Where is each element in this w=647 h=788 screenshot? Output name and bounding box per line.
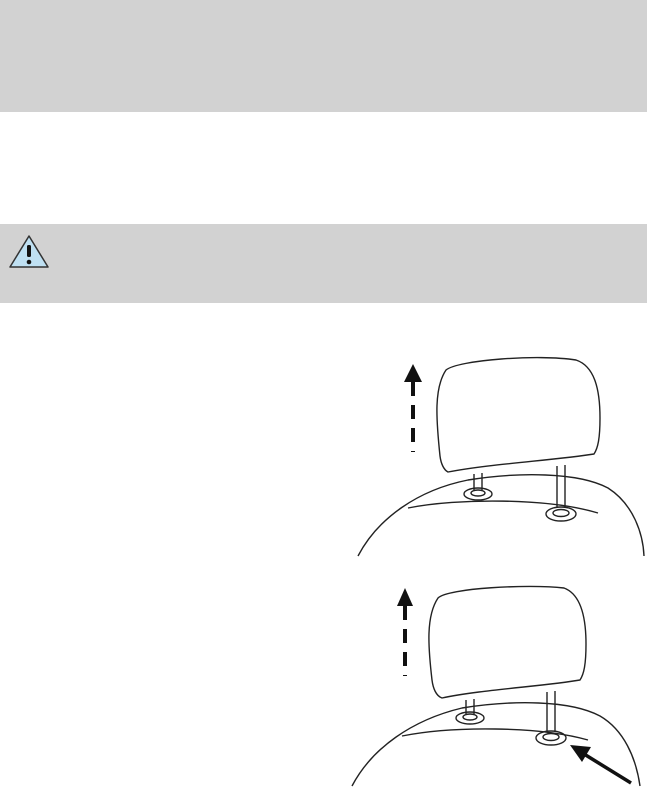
arrow-up-dashed-icon	[397, 588, 413, 676]
warning-box	[0, 224, 647, 303]
seat-headrest-drawing	[352, 586, 640, 786]
arrow-up-dashed-icon	[404, 364, 422, 452]
head-restraint-raise-illustration	[348, 348, 647, 558]
warning-triangle-icon	[8, 234, 50, 270]
head-restraint-remove-illustration	[348, 580, 647, 788]
seat-headrest-drawing	[358, 358, 644, 556]
release-button-arrow-icon	[570, 745, 631, 783]
header-banner	[0, 0, 647, 112]
